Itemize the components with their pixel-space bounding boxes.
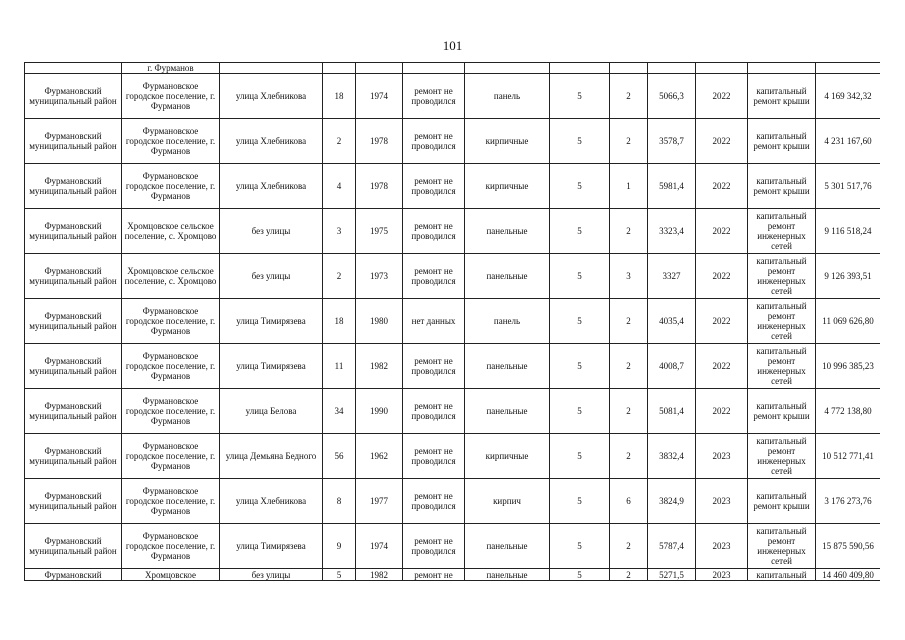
district-cell: Фурмановский муниципальный район bbox=[25, 524, 122, 569]
settlement-cell: Фурмановское городское поселение, г. Фурманов bbox=[122, 434, 220, 479]
last-repair-cell: ремонт не проводился bbox=[403, 344, 465, 389]
wall-material-cell bbox=[465, 63, 550, 74]
cost-cell: 10 512 771,41 bbox=[816, 434, 881, 479]
street-cell: улица Белова bbox=[220, 389, 323, 434]
table-row bbox=[25, 479, 881, 524]
settlement-cell: Фурмановское городское поселение, г. Фурманов bbox=[122, 344, 220, 389]
floors-cell: 5 bbox=[550, 164, 610, 209]
housing-repair-table-container bbox=[24, 62, 880, 590]
house-number-cell: 8 bbox=[323, 479, 356, 524]
settlement-cell: Фурмановское городское поселение, г. Фурманов bbox=[122, 299, 220, 344]
area-cell bbox=[648, 63, 696, 74]
area-cell: 5066,3 bbox=[648, 74, 696, 119]
build-year-cell: 1980 bbox=[356, 299, 403, 344]
wall-material-cell: панельные bbox=[465, 254, 550, 299]
wall-material-cell: панельные bbox=[465, 209, 550, 254]
last-repair-cell: ремонт не проводился bbox=[403, 434, 465, 479]
entrances-cell: 2 bbox=[610, 299, 648, 344]
plan-year-cell: 2022 bbox=[696, 119, 748, 164]
build-year-cell: 1977 bbox=[356, 479, 403, 524]
table-row bbox=[25, 74, 881, 119]
street-cell: без улицы bbox=[220, 569, 323, 581]
settlement-cell: Хромцовское сельское поселение, с. Хромцово bbox=[122, 254, 220, 299]
build-year-cell: 1974 bbox=[356, 74, 403, 119]
table-row bbox=[25, 119, 881, 164]
floors-cell bbox=[550, 63, 610, 74]
street-cell: без улицы bbox=[220, 209, 323, 254]
build-year-cell: 1962 bbox=[356, 434, 403, 479]
entrances-cell: 2 bbox=[610, 119, 648, 164]
work-type-cell: капитальный ремонт инженерных сетей bbox=[748, 209, 816, 254]
district-cell: Фурмановский муниципальный район bbox=[25, 479, 122, 524]
settlement-cell: Фурмановское городское поселение, г. Фурманов bbox=[122, 524, 220, 569]
house-number-cell: 34 bbox=[323, 389, 356, 434]
district-cell: Фурмановский муниципальный район bbox=[25, 434, 122, 479]
work-type-cell bbox=[748, 63, 816, 74]
work-type-cell: капитальный ремонт инженерных сетей bbox=[748, 524, 816, 569]
plan-year-cell: 2023 bbox=[696, 434, 748, 479]
table-row bbox=[25, 254, 881, 299]
work-type-cell: капитальный ремонт инженерных сетей bbox=[748, 299, 816, 344]
build-year-cell: 1973 bbox=[356, 254, 403, 299]
last-repair-cell: ремонт не проводился bbox=[403, 164, 465, 209]
floors-cell: 5 bbox=[550, 74, 610, 119]
entrances-cell: 2 bbox=[610, 344, 648, 389]
area-cell: 3327 bbox=[648, 254, 696, 299]
district-cell: Фурмановский муниципальный район bbox=[25, 299, 122, 344]
last-repair-cell: ремонт не проводился bbox=[403, 479, 465, 524]
settlement-cell: Фурмановское городское поселение, г. Фурманов bbox=[122, 74, 220, 119]
street-cell: улица Хлебникова bbox=[220, 164, 323, 209]
plan-year-cell: 2022 bbox=[696, 74, 748, 119]
house-number-cell: 4 bbox=[323, 164, 356, 209]
floors-cell: 5 bbox=[550, 434, 610, 479]
floors-cell: 5 bbox=[550, 254, 610, 299]
entrances-cell: 2 bbox=[610, 524, 648, 569]
house-number-cell: 2 bbox=[323, 254, 356, 299]
work-type-cell: капитальный ремонт инженерных сетей bbox=[748, 434, 816, 479]
wall-material-cell: панель bbox=[465, 74, 550, 119]
table-row bbox=[25, 434, 881, 479]
entrances-cell: 1 bbox=[610, 164, 648, 209]
plan-year-cell: 2022 bbox=[696, 254, 748, 299]
housing-repair-table bbox=[24, 62, 880, 581]
area-cell: 5081,4 bbox=[648, 389, 696, 434]
build-year-cell: 1978 bbox=[356, 164, 403, 209]
build-year-cell: 1990 bbox=[356, 389, 403, 434]
floors-cell: 5 bbox=[550, 119, 610, 164]
plan-year-cell: 2022 bbox=[696, 344, 748, 389]
house-number-cell: 11 bbox=[323, 344, 356, 389]
cost-cell: 14 460 409,80 bbox=[816, 569, 881, 581]
plan-year-cell: 2022 bbox=[696, 209, 748, 254]
last-repair-cell: ремонт не bbox=[403, 569, 465, 581]
house-number-cell bbox=[323, 63, 356, 74]
street-cell bbox=[220, 63, 323, 74]
build-year-cell: 1974 bbox=[356, 524, 403, 569]
wall-material-cell: кирпичные bbox=[465, 164, 550, 209]
table-row bbox=[25, 569, 881, 581]
build-year-cell: 1975 bbox=[356, 209, 403, 254]
floors-cell: 5 bbox=[550, 569, 610, 581]
area-cell: 5787,4 bbox=[648, 524, 696, 569]
plan-year-cell: 2023 bbox=[696, 479, 748, 524]
area-cell: 5981,4 bbox=[648, 164, 696, 209]
build-year-cell: 1982 bbox=[356, 344, 403, 389]
cost-cell: 11 069 626,80 bbox=[816, 299, 881, 344]
last-repair-cell: ремонт не проводился bbox=[403, 389, 465, 434]
house-number-cell: 18 bbox=[323, 74, 356, 119]
house-number-cell: 3 bbox=[323, 209, 356, 254]
last-repair-cell: ремонт не проводился bbox=[403, 524, 465, 569]
cost-cell: 3 176 273,76 bbox=[816, 479, 881, 524]
wall-material-cell: кирпичные bbox=[465, 119, 550, 164]
work-type-cell: капитальный ремонт крыши bbox=[748, 119, 816, 164]
wall-material-cell: панель bbox=[465, 299, 550, 344]
entrances-cell: 2 bbox=[610, 209, 648, 254]
settlement-cell: Хромцовское bbox=[122, 569, 220, 581]
house-number-cell: 2 bbox=[323, 119, 356, 164]
entrances-cell: 2 bbox=[610, 434, 648, 479]
table-row bbox=[25, 299, 881, 344]
last-repair-cell: ремонт не проводился bbox=[403, 74, 465, 119]
work-type-cell: капитальный ремонт крыши bbox=[748, 74, 816, 119]
entrances-cell: 2 bbox=[610, 74, 648, 119]
build-year-cell: 1978 bbox=[356, 119, 403, 164]
area-cell: 3824,9 bbox=[648, 479, 696, 524]
settlement-cell: Фурмановское городское поселение, г. Фурманов bbox=[122, 389, 220, 434]
plan-year-cell: 2022 bbox=[696, 164, 748, 209]
last-repair-cell bbox=[403, 63, 465, 74]
district-cell: Фурмановский муниципальный район bbox=[25, 119, 122, 164]
floors-cell: 5 bbox=[550, 479, 610, 524]
entrances-cell bbox=[610, 63, 648, 74]
wall-material-cell: панельные bbox=[465, 524, 550, 569]
work-type-cell: капитальный ремонт крыши bbox=[748, 164, 816, 209]
street-cell: улица Хлебникова bbox=[220, 119, 323, 164]
cost-cell: 9 126 393,51 bbox=[816, 254, 881, 299]
cost-cell: 9 116 518,24 bbox=[816, 209, 881, 254]
floors-cell: 5 bbox=[550, 344, 610, 389]
cost-cell: 4 169 342,32 bbox=[816, 74, 881, 119]
floors-cell: 5 bbox=[550, 299, 610, 344]
house-number-cell: 9 bbox=[323, 524, 356, 569]
table-row bbox=[25, 164, 881, 209]
work-type-cell: капитальный ремонт крыши bbox=[748, 479, 816, 524]
house-number-cell: 5 bbox=[323, 569, 356, 581]
plan-year-cell bbox=[696, 63, 748, 74]
settlement-cell: г. Фурманов bbox=[122, 63, 220, 74]
floors-cell: 5 bbox=[550, 389, 610, 434]
street-cell: улица Тимирязева bbox=[220, 524, 323, 569]
last-repair-cell: ремонт не проводился bbox=[403, 254, 465, 299]
page-number: 101 bbox=[442, 38, 463, 53]
district-cell: Фурмановский муниципальный район bbox=[25, 209, 122, 254]
cost-cell bbox=[816, 63, 881, 74]
cost-cell: 10 996 385,23 bbox=[816, 344, 881, 389]
district-cell: Фурмановский муниципальный район bbox=[25, 389, 122, 434]
work-type-cell: капитальный ремонт инженерных сетей bbox=[748, 344, 816, 389]
district-cell: Фурмановский муниципальный район bbox=[25, 74, 122, 119]
settlement-cell: Фурмановское городское поселение, г. Фурманов bbox=[122, 164, 220, 209]
floors-cell: 5 bbox=[550, 524, 610, 569]
street-cell: улица Демьяна Бедного bbox=[220, 434, 323, 479]
table-row bbox=[25, 344, 881, 389]
wall-material-cell: панельные bbox=[465, 344, 550, 389]
work-type-cell: капитальный ремонт крыши bbox=[748, 389, 816, 434]
entrances-cell: 2 bbox=[610, 569, 648, 581]
wall-material-cell: кирпич bbox=[465, 479, 550, 524]
entrances-cell: 3 bbox=[610, 254, 648, 299]
build-year-cell bbox=[356, 63, 403, 74]
area-cell: 4008,7 bbox=[648, 344, 696, 389]
street-cell: улица Тимирязева bbox=[220, 299, 323, 344]
plan-year-cell: 2023 bbox=[696, 524, 748, 569]
street-cell: улица Тимирязева bbox=[220, 344, 323, 389]
last-repair-cell: ремонт не проводился bbox=[403, 119, 465, 164]
work-type-cell: капитальный ремонт инженерных сетей bbox=[748, 254, 816, 299]
build-year-cell: 1982 bbox=[356, 569, 403, 581]
settlement-cell: Фурмановское городское поселение, г. Фурманов bbox=[122, 119, 220, 164]
wall-material-cell: панельные bbox=[465, 569, 550, 581]
table-row bbox=[25, 209, 881, 254]
district-cell: Фурмановский bbox=[25, 569, 122, 581]
house-number-cell: 18 bbox=[323, 299, 356, 344]
plan-year-cell: 2022 bbox=[696, 299, 748, 344]
district-cell: Фурмановский муниципальный район bbox=[25, 344, 122, 389]
district-cell: Фурмановский муниципальный район bbox=[25, 254, 122, 299]
plan-year-cell: 2023 bbox=[696, 569, 748, 581]
entrances-cell: 2 bbox=[610, 389, 648, 434]
table-row bbox=[25, 63, 881, 74]
area-cell: 5271,5 bbox=[648, 569, 696, 581]
cost-cell: 5 301 517,76 bbox=[816, 164, 881, 209]
area-cell: 4035,4 bbox=[648, 299, 696, 344]
table-row bbox=[25, 389, 881, 434]
floors-cell: 5 bbox=[550, 209, 610, 254]
area-cell: 3832,4 bbox=[648, 434, 696, 479]
wall-material-cell: кирпичные bbox=[465, 434, 550, 479]
house-number-cell: 56 bbox=[323, 434, 356, 479]
street-cell: улица Хлебникова bbox=[220, 74, 323, 119]
area-cell: 3578,7 bbox=[648, 119, 696, 164]
area-cell: 3323,4 bbox=[648, 209, 696, 254]
cost-cell: 4 231 167,60 bbox=[816, 119, 881, 164]
table-body bbox=[25, 63, 881, 581]
cost-cell: 4 772 138,80 bbox=[816, 389, 881, 434]
district-cell: Фурмановский муниципальный район bbox=[25, 164, 122, 209]
last-repair-cell: нет данных bbox=[403, 299, 465, 344]
district-cell bbox=[25, 63, 122, 74]
table-row bbox=[25, 524, 881, 569]
wall-material-cell: панельные bbox=[465, 389, 550, 434]
cost-cell: 15 875 590,56 bbox=[816, 524, 881, 569]
work-type-cell: капитальный bbox=[748, 569, 816, 581]
street-cell: улица Хлебникова bbox=[220, 479, 323, 524]
entrances-cell: 6 bbox=[610, 479, 648, 524]
plan-year-cell: 2022 bbox=[696, 389, 748, 434]
settlement-cell: Хромцовское сельское поселение, с. Хромцово bbox=[122, 209, 220, 254]
street-cell: без улицы bbox=[220, 254, 323, 299]
last-repair-cell: ремонт не проводился bbox=[403, 209, 465, 254]
settlement-cell: Фурмановское городское поселение, г. Фурманов bbox=[122, 479, 220, 524]
